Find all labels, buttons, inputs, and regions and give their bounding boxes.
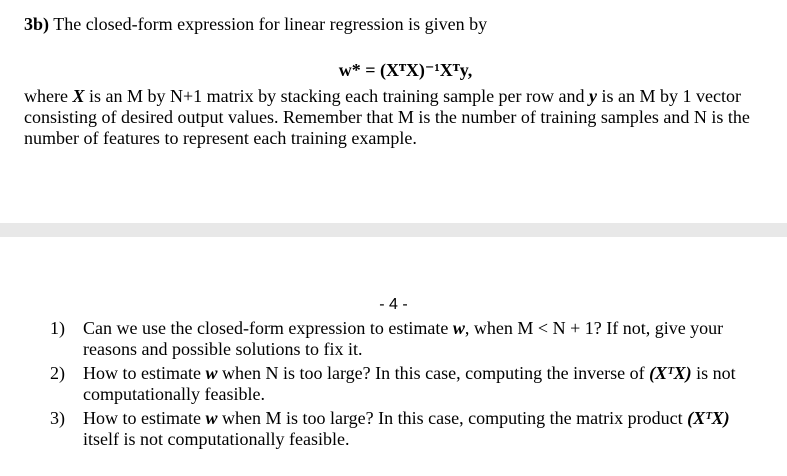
matrix-product: (XᵀX) [649,363,692,383]
item-text: , when M < N + 1? If not, give your reasons and possible solutions to fix it. [83,318,724,359]
item-number: 1) [50,318,65,338]
page-separator [0,223,787,237]
item-number: 2) [50,363,65,383]
item-text: Can we use the closed-form expression to estimate [83,318,453,338]
vector-w: w [452,318,465,338]
page-top [0,0,787,223]
matrix-x: X [72,86,85,106]
vector-w: w [205,363,218,383]
item-text: How to estimate [83,363,206,383]
item-text: when M is too large? In this case, computing the matrix product [217,408,688,428]
item-number: 3) [50,408,65,428]
item-text: is not computationally feasible. [83,363,736,404]
vector-w: w [205,408,218,428]
closed-form-equation [0,58,787,82]
list-item [50,408,770,450]
item-text: How to estimate [83,408,206,428]
page-number: - 4 - [379,296,408,313]
definition-paragraph [24,86,769,149]
matrix-product: (XᵀX) [687,408,730,428]
vector-y: y [589,86,598,106]
list-item [50,318,770,360]
equation-text: w* = (XᵀX)⁻¹Xᵀy, [338,60,473,80]
para-text-3: is an M by 1 vector consisting of desired output values. Remember that M is the number of training samples and N is the number of features to represent each training example. [24,86,750,148]
item-text: itself is not computationally feasible. [83,429,350,449]
question-intro: The closed-form expression for linear regression is given by [53,14,488,34]
sub-question-list [50,318,770,453]
list-item [50,363,770,405]
para-text-2: is an M by N+1 matrix by stacking each training sample per row and [84,86,590,106]
para-text-1: where [24,86,73,106]
question-label: 3b) [24,14,50,34]
question-title [24,12,487,36]
item-text: when N is too large? In this case, computing the inverse of [217,363,650,383]
